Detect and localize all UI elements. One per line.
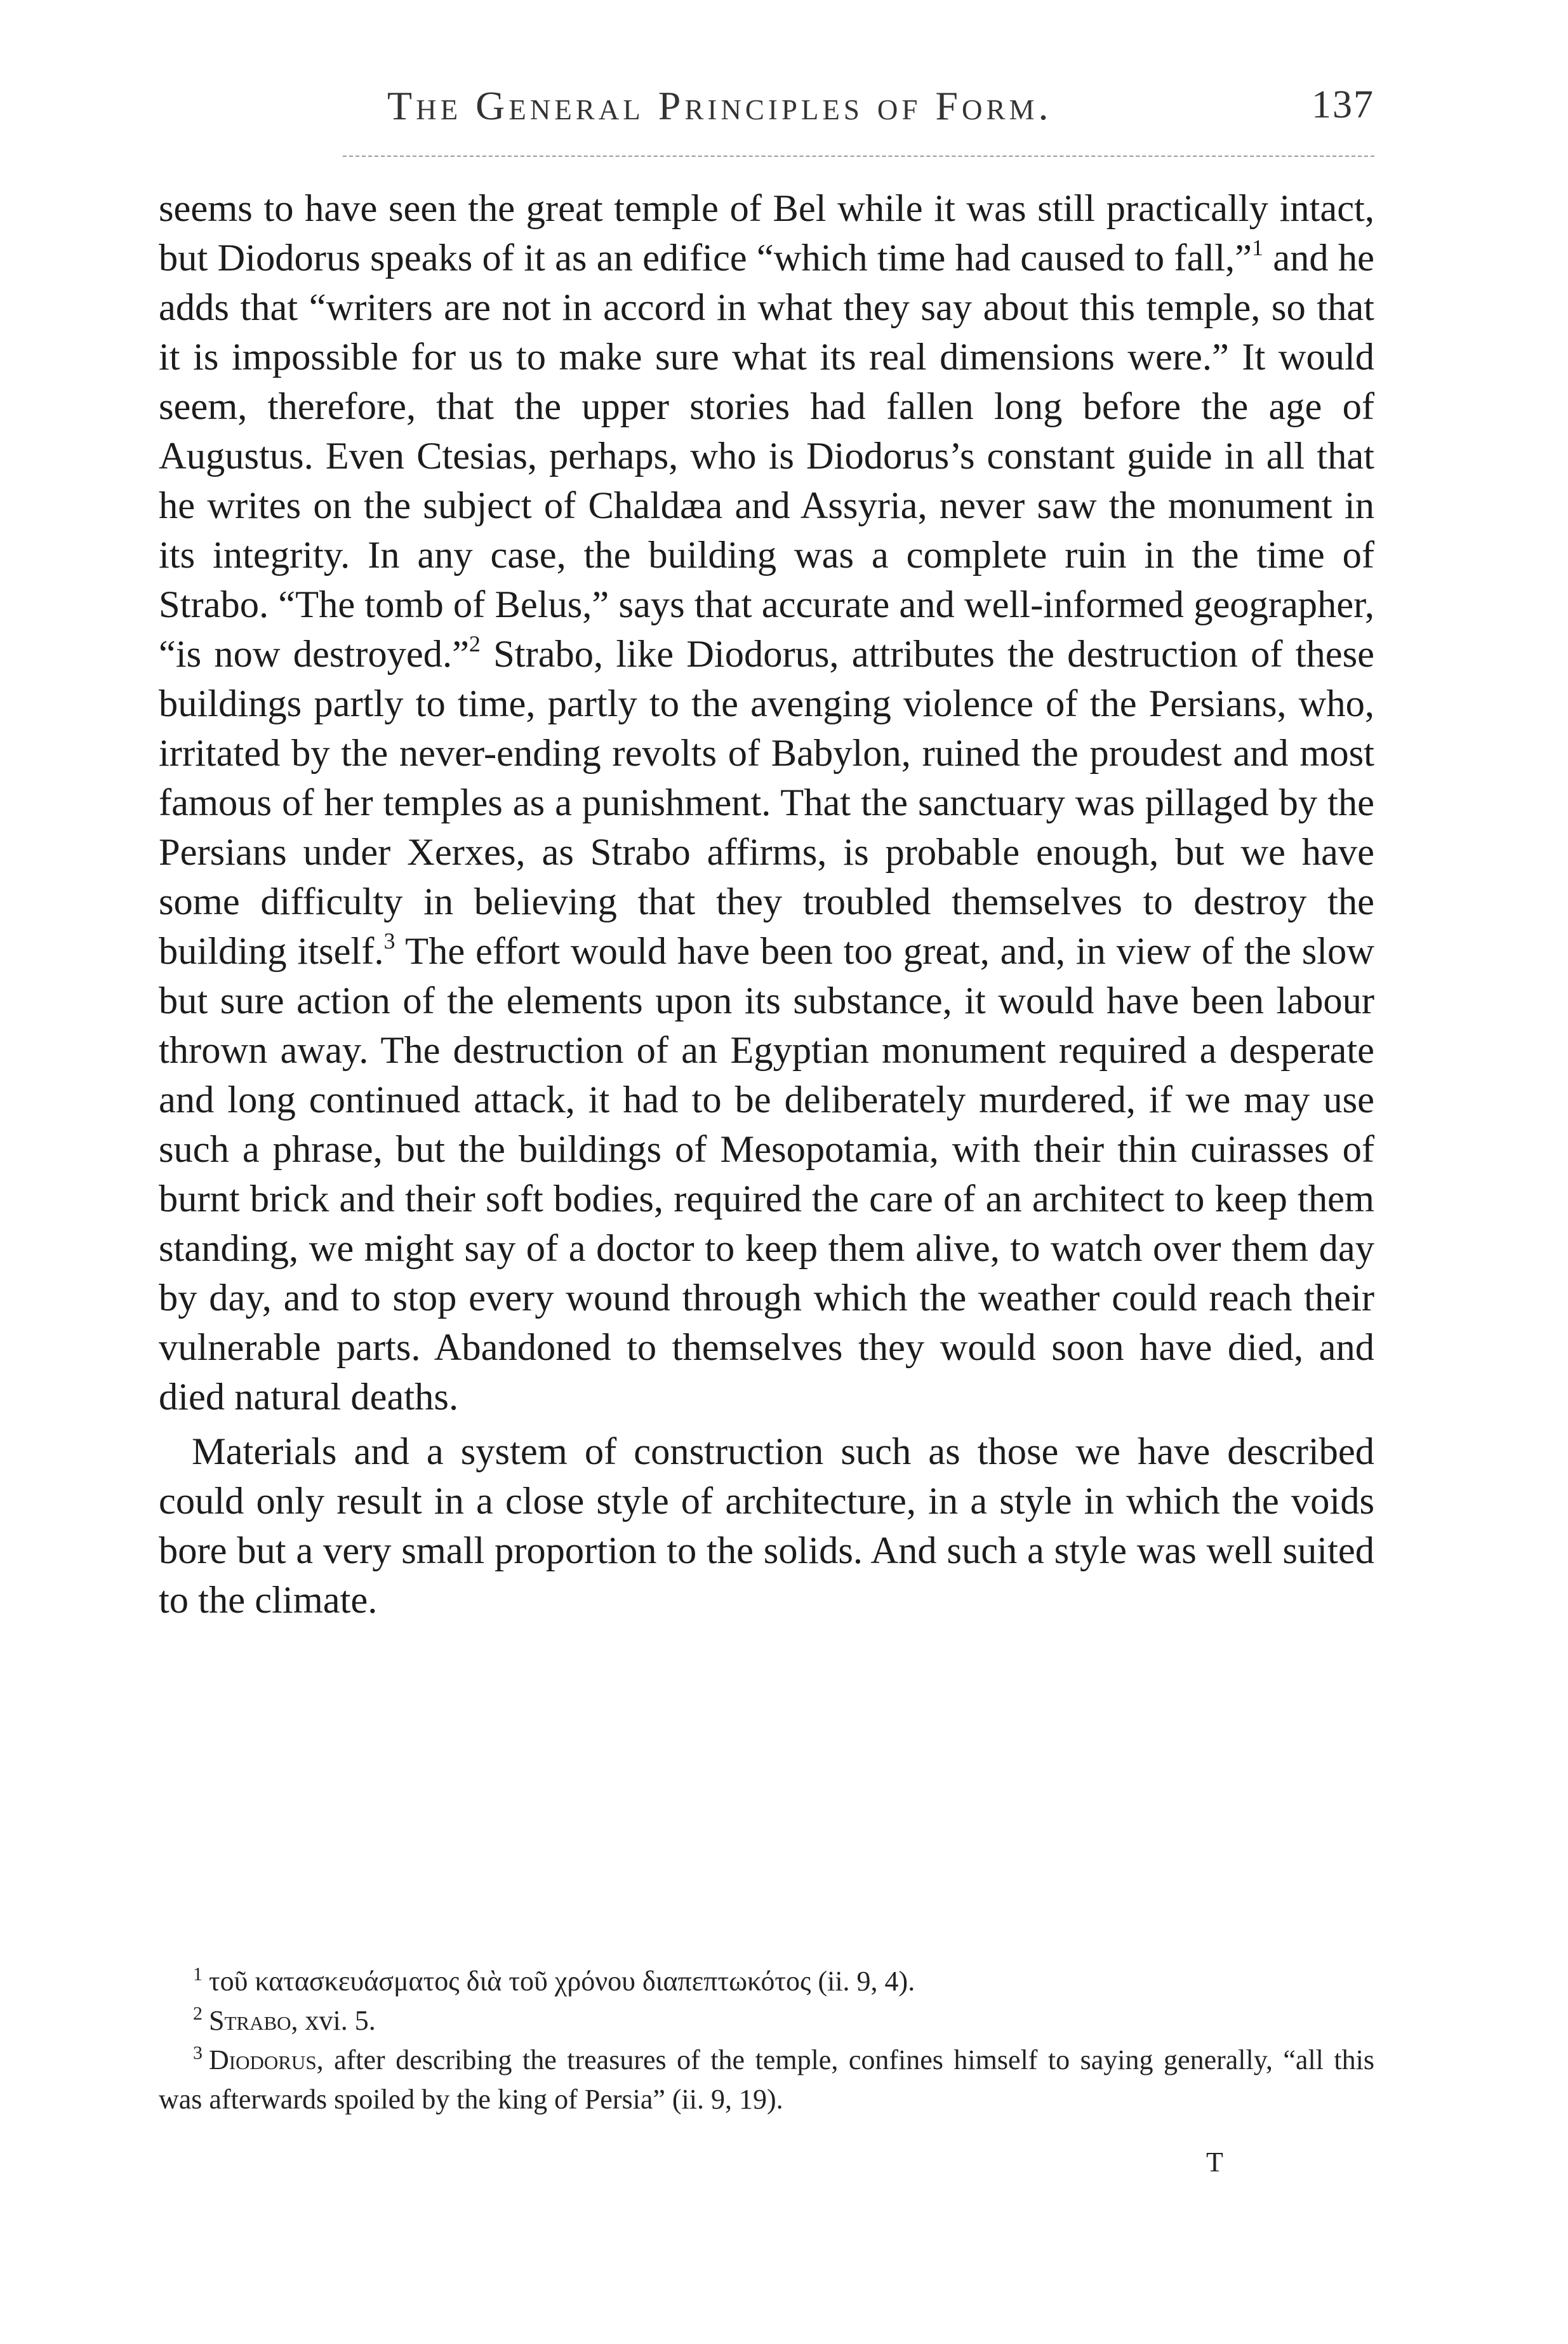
paragraph	[159, 184, 1374, 1422]
text-segment: Materials and a system of construction such as those we have described could only result in a close style of architecture, in a style in which the voids bore but a very small proportion to the solids. And such a style was well suited to the climate.	[159, 1430, 1374, 1621]
text-segment: The effort would have been too great, and, in view of the slow but sure action of the elements upon its substance, it would have been labour thrown away. The destruction of an Egyptian monument required a desperate and long continued attack, it had to be deliberately murdered, if we may use such a phrase, but the buildings of Mesopotamia, with their thin cuirasses of burnt brick and their soft bodies, required the care of an architect to keep them standing, we might say of a doctor to keep them alive, to watch over them day by day, and to stop every wound through which the weather could reach their vulnerable parts. Abandoned to themselves they would soon have died, and died natural deaths.	[159, 930, 1374, 1418]
footnote-mark: 1	[193, 1964, 203, 1985]
page-number: 137	[1312, 83, 1374, 126]
body-text	[159, 184, 1374, 1625]
footnote-text: , after describing the treasures of the temple, confines himself to saying generally, “all this was afterwards spoiled by the king of Persia” (ii. 9, 19).	[159, 2044, 1374, 2115]
text-segment: and he adds that “writers are not in accord in what they say about this temple, so that it is impossible for us to make sure what its real dimensions were.” It would seem, therefore, that the upper stories had fallen long before the age of Augustus. Even Ctesias, perhaps, who is Diodorus’s constant guide in all that he writes on the subject of Chaldæa and Assyria, never saw the monument in its integrity. In any case, the building was a complete ruin in the time of Strabo. “The tomb of Belus,” says that accurate and well-informed geographer, “is now destroyed.”	[159, 237, 1374, 676]
footnote-text: τοῦ κατασκευάσματος διὰ τοῦ χρόνου διαπεπτωκότος (ii. 9, 4).	[209, 1966, 915, 1997]
footnote-3	[159, 2041, 1374, 2119]
footnotes	[159, 1962, 1374, 2119]
footnote-text: , xvi. 5.	[291, 2005, 376, 2036]
footnote-2	[159, 2001, 1374, 2041]
footnote-1	[159, 1962, 1374, 2001]
running-title: The General Principles of Form.	[387, 83, 1053, 128]
footnote-author: Diodorus	[209, 2044, 317, 2075]
running-head	[159, 83, 1374, 146]
footnote-author: Strabo	[209, 2005, 291, 2036]
footnote-mark: 2	[193, 2003, 203, 2024]
text-segment: Strabo, like Diodorus, attributes the destruction of these buildings partly to time, partly to the avenging violence of the Persians, who, irritated by the never-ending revolts of Babylon, ruined the proudest and most famous of her temples as a punishment. That the sanctuary was pillaged by the Persians under Xerxes, as Strabo affirms, is probable enough, but we have some difficulty in believing that they troubled themselves to destroy the building itself.	[159, 633, 1374, 973]
footnote-ref[interactable]: 1	[1252, 235, 1264, 260]
footnote-mark: 3	[193, 2042, 203, 2063]
footnote-ref[interactable]: 3	[383, 928, 395, 954]
paragraph	[159, 1427, 1374, 1625]
footnote-ref[interactable]: 2	[468, 631, 481, 656]
signature-mark: T	[1206, 2147, 1223, 2178]
text-segment: seems to have seen the great temple of Bel while it was still practically intact, but Diodorus speaks of it as an edifice “which time had caused to fall,”	[159, 187, 1374, 279]
header-rule	[343, 156, 1374, 157]
